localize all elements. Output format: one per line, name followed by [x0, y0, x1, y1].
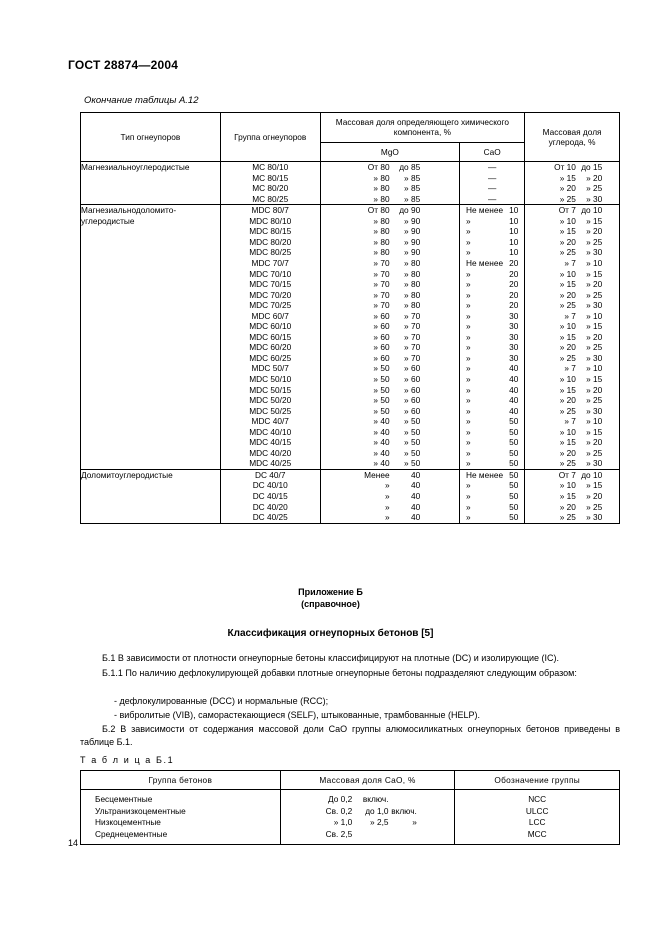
carbon-value: » 20 » 25: [559, 395, 603, 406]
carbon-value: От 7 до 10: [558, 469, 603, 480]
cao-value: » 50: [466, 491, 519, 502]
carbon-value: » 15 » 20: [559, 226, 603, 237]
header-mgo: MgO: [320, 142, 460, 161]
group-code: MDC 50/7: [251, 363, 289, 374]
mgo-value: » 80 » 90: [373, 247, 421, 258]
mgo-value: » 70 » 80: [373, 279, 421, 290]
group-designation: LCC: [528, 817, 546, 827]
mgo-value: Менее 40: [364, 469, 421, 480]
list-item-2: [80, 709, 620, 722]
carbon-value: » 20 » 25: [559, 236, 603, 247]
group-code: MDC 60/20: [249, 342, 292, 353]
carbon-value: » 7 » 10: [564, 310, 603, 321]
mgo-value: » 80 » 90: [373, 226, 421, 237]
cao-value: » 50: [466, 416, 519, 427]
cao-range: Св. 0,2 до 1,0 включ.: [325, 805, 417, 816]
group-code: MDC 40/20: [249, 447, 292, 458]
cell-concrete-group: [81, 790, 281, 845]
group-code: MDC 80/15: [249, 226, 292, 237]
group-designation: NCC: [528, 794, 547, 804]
carbon-value: » 25 » 30: [559, 193, 603, 204]
paragraph-b1-text: Б.1 В зависимости от плотности огнеупорные бетоны классифицируют на плотные (DC) и изолирующие (IC).: [102, 653, 559, 663]
cell-group: [220, 162, 320, 205]
carbon-value: » 15 » 20: [559, 437, 603, 448]
cao-value: » 30: [466, 310, 519, 321]
mgo-value: » 50 » 60: [373, 363, 421, 374]
cell-type-line: Магнезиальнодоломито-: [81, 205, 177, 216]
table-b1: [80, 770, 620, 845]
cao-value: » 20: [466, 279, 519, 290]
cao-value: » 40: [466, 405, 519, 416]
cao-value: » 20: [466, 300, 519, 311]
cao-value: » 20: [466, 289, 519, 300]
mgo-value: » 80 » 90: [373, 236, 421, 247]
cao-value: » 10: [466, 247, 519, 258]
group-code: DC 40/7: [255, 469, 286, 480]
carbon-value: » 25 » 30: [559, 458, 603, 469]
table-b1-body: [81, 790, 620, 845]
list-item-1: [80, 695, 620, 708]
mgo-value: » 70 » 80: [373, 268, 421, 279]
mgo-value: » 40: [384, 480, 421, 491]
table-b1-caption: Т а б л и ц а Б.1: [80, 755, 175, 765]
mgo-value: » 50 » 60: [373, 405, 421, 416]
mgo-value: » 50 » 60: [373, 374, 421, 385]
cell-mgo: [320, 162, 460, 205]
cao-value: » 30: [466, 331, 519, 342]
group-code: MDC 60/7: [251, 310, 289, 321]
cell-cao: [460, 162, 525, 205]
cao-value: Не менее 50: [466, 469, 519, 480]
cao-value: » 30: [466, 352, 519, 363]
cell-carbon: [525, 205, 620, 470]
cao-value: » 30: [466, 321, 519, 332]
cao-value: » 40: [466, 395, 519, 406]
cao-value: » 50: [466, 458, 519, 469]
cao-value: » 40: [466, 363, 519, 374]
mgo-value: » 80 » 85: [373, 172, 421, 183]
header-cao-share: Массовая доля CaO, %: [280, 771, 455, 790]
table-b1-head: [81, 771, 620, 790]
list-item-2-text: - вибролитые (VIB), саморастекающиеся (SELF), штыкованные, трамбованные (HELP).: [114, 710, 481, 720]
mgo-value: » 40 » 50: [373, 447, 421, 458]
header-type: Тип огнеупоров: [81, 113, 221, 162]
group-code: MDC 40/25: [249, 458, 292, 469]
carbon-value: » 10 » 15: [559, 480, 603, 491]
group-code: МС 80/10: [252, 162, 289, 173]
cao-value: » 10: [466, 226, 519, 237]
page-number: 14: [68, 838, 79, 848]
carbon-value: » 25 » 30: [559, 300, 603, 311]
mgo-value: От 80 до 90: [367, 205, 421, 216]
concrete-group-name: Ультранизкоцементные: [95, 805, 186, 816]
carbon-value: » 10 » 15: [559, 268, 603, 279]
table-a12-header-row-1: [81, 113, 620, 143]
group-code: MDC 80/20: [249, 236, 292, 247]
mgo-value: » 80 » 85: [373, 183, 421, 194]
table-a12: [80, 112, 620, 524]
group-designation: ULCC: [525, 805, 549, 816]
group-code: MDC 70/15: [249, 279, 292, 290]
paragraph-b11: [80, 667, 620, 680]
group-code: MDC 70/10: [249, 268, 292, 279]
group-code: MDC 80/7: [251, 205, 289, 216]
carbon-value: » 7 » 10: [564, 258, 603, 268]
group-code: MDC 50/25: [249, 405, 292, 416]
carbon-value: От 10 до 15: [554, 162, 603, 173]
paragraph-b2-text: Б.2 В зависимости от содержания массовой доли CaO группы алюмосиликатных огнеупорных бетонов приведены в таблице Б.1.: [80, 724, 620, 748]
cao-value: » 50: [466, 501, 519, 512]
mgo-value: » 50 » 60: [373, 384, 421, 395]
header-group: Группа огнеупоров: [220, 113, 320, 162]
cell-carbon: [525, 469, 620, 523]
carbon-value: » 10 » 15: [559, 426, 603, 437]
cell-cao: [460, 205, 525, 470]
header-group-designation: Обозначение группы: [455, 771, 620, 790]
group-code: DC 40/20: [252, 501, 288, 512]
mgo-value: » 50 » 60: [373, 395, 421, 406]
concrete-group-name: Бесцементные: [95, 794, 153, 804]
mgo-value: » 40: [384, 491, 421, 502]
concrete-group-name: Низкоцементные: [95, 817, 161, 827]
appendix-title: [0, 586, 661, 610]
concrete-group-name: Среднецементные: [95, 828, 168, 839]
mgo-value: » 40 » 50: [373, 426, 421, 437]
table-row: [81, 162, 620, 205]
paragraph-b2: [80, 723, 620, 749]
cao-range: Св. 2,5: [325, 828, 353, 839]
group-code: MDC 40/10: [249, 426, 292, 437]
cell-type: [81, 205, 221, 470]
cell-cao-share: [280, 790, 455, 845]
carbon-value: » 20 » 25: [559, 501, 603, 512]
carbon-value: » 15 » 20: [559, 331, 603, 342]
cao-value: —: [488, 172, 497, 183]
group-code: МС 80/25: [252, 193, 289, 204]
cell-type-line: углеродистые: [81, 215, 135, 226]
header-chemical-component: Массовая доля определяющего химического компонента, %: [320, 113, 525, 143]
mgo-value: » 70 » 80: [373, 300, 421, 311]
carbon-value: » 10 » 15: [559, 321, 603, 332]
carbon-value: » 15 » 20: [559, 384, 603, 395]
cao-value: —: [488, 162, 497, 173]
mgo-value: » 40 » 50: [373, 437, 421, 448]
table-row: [81, 469, 620, 523]
header-cao: CaO: [460, 142, 525, 161]
header-carbon: Массовая доля углерода, %: [525, 113, 620, 162]
mgo-value: » 70 » 80: [373, 289, 421, 300]
carbon-value: » 7 » 10: [564, 416, 603, 427]
group-code: MDC 80/10: [249, 215, 292, 226]
mgo-value: » 80 » 85: [373, 193, 421, 204]
group-code: MDC 50/20: [249, 395, 292, 406]
appendix-title-line: Приложение Б: [298, 587, 363, 597]
group-code: MDC 60/10: [249, 321, 292, 332]
mgo-value: » 70 » 80: [373, 258, 421, 268]
cell-type-line: Доломитоуглеродистые: [81, 469, 173, 480]
carbon-value: » 20 » 25: [559, 342, 603, 353]
group-code: MDC 50/10: [249, 374, 292, 385]
cao-value: » 10: [466, 215, 519, 226]
cell-type: [81, 469, 221, 523]
group-code: МС 80/15: [252, 172, 289, 183]
cao-value: » 50: [466, 512, 519, 523]
cell-group: [220, 205, 320, 470]
carbon-value: От 7 до 10: [558, 205, 603, 216]
cell-designation: [455, 790, 620, 845]
carbon-value: » 15 » 20: [559, 279, 603, 290]
cao-value: —: [488, 193, 497, 204]
cell-type: [81, 162, 221, 205]
group-code: MDC 40/15: [249, 437, 292, 448]
group-code: MDC 70/25: [249, 300, 292, 311]
group-code: MDC 70/7: [251, 258, 289, 268]
cao-value: » 50: [466, 437, 519, 448]
cao-value: » 50: [466, 426, 519, 437]
group-code: DC 40/10: [252, 480, 288, 491]
cell-mgo: [320, 469, 460, 523]
carbon-value: » 10 » 15: [559, 215, 603, 226]
group-code: DC 40/25: [252, 512, 288, 523]
carbon-value: » 25 » 30: [559, 512, 603, 523]
mgo-value: » 40: [384, 512, 421, 523]
cao-value: Не менее 10: [466, 205, 519, 216]
cell-group: [220, 469, 320, 523]
group-code: MDC 60/15: [249, 331, 292, 342]
cao-value: » 40: [466, 384, 519, 395]
mgo-value: » 40 » 50: [373, 458, 421, 469]
list-item-1-text: - дефлокулированные (DCC) и нормальные (RCC);: [114, 696, 329, 706]
table-a12-head: [81, 113, 620, 162]
cell-carbon: [525, 162, 620, 205]
group-code: MDC 40/7: [251, 416, 289, 427]
carbon-value: » 20 » 25: [559, 183, 603, 194]
carbon-value: » 25 » 30: [559, 405, 603, 416]
mgo-value: » 40 » 50: [373, 416, 421, 427]
carbon-value: » 20 » 25: [559, 447, 603, 458]
mgo-value: » 40: [384, 501, 421, 512]
cao-value: » 10: [466, 236, 519, 247]
cao-range: » 1,0 » 2,5 »: [333, 817, 417, 827]
mgo-value: » 80 » 90: [373, 215, 421, 226]
cao-value: » 20: [466, 268, 519, 279]
group-code: MDC 70/20: [249, 289, 292, 300]
mgo-value: » 60 » 70: [373, 342, 421, 353]
mgo-value: От 80 до 85: [367, 162, 421, 173]
table-a12-body: [81, 162, 620, 524]
mgo-value: » 60 » 70: [373, 321, 421, 332]
group-code: МС 80/20: [252, 183, 289, 194]
group-code: MDC 80/25: [249, 247, 292, 258]
carbon-value: » 15 » 20: [559, 491, 603, 502]
table-b1-header-row: [81, 771, 620, 790]
mgo-value: » 60 » 70: [373, 310, 421, 321]
paragraph-b11-text: Б.1.1 По наличию дефлокулирующей добавки плотные огнеупорные бетоны подразделяют следующим образом:: [102, 668, 577, 678]
standard-header: ГОСТ 28874—2004: [68, 58, 179, 72]
carbon-value: » 20 » 25: [559, 289, 603, 300]
table-a12-caption: Окончание таблицы А.12: [84, 95, 199, 106]
carbon-value: » 25 » 30: [559, 352, 603, 363]
table-row: [81, 205, 620, 470]
group-code: MDC 50/15: [249, 384, 292, 395]
carbon-value: » 7 » 10: [564, 363, 603, 374]
mgo-value: » 60 » 70: [373, 331, 421, 342]
cell-cao: [460, 469, 525, 523]
cao-value: —: [488, 183, 497, 194]
cao-value: Не менее 20: [466, 258, 519, 268]
mgo-value: » 60 » 70: [373, 352, 421, 363]
header-concrete-group: Группа бетонов: [81, 771, 281, 790]
group-code: DC 40/15: [252, 491, 288, 502]
cao-range: До 0,2 включ.: [328, 794, 389, 804]
group-code: MDC 60/25: [249, 352, 292, 363]
carbon-value: » 10 » 15: [559, 374, 603, 385]
cao-value: » 30: [466, 342, 519, 353]
appendix-heading: Классификация огнеупорных бетонов [5]: [227, 628, 434, 639]
group-designation: MCC: [527, 828, 547, 839]
cao-value: » 50: [466, 480, 519, 491]
paragraph-b1: [80, 652, 620, 665]
cao-value: » 50: [466, 447, 519, 458]
table-row: [81, 790, 620, 845]
cell-type-line: Магнезиальноуглеродистые: [81, 162, 190, 173]
carbon-value: » 15 » 20: [559, 172, 603, 183]
appendix-subtitle-line: (справочное): [301, 599, 360, 610]
carbon-value: » 25 » 30: [559, 247, 603, 258]
cao-value: » 40: [466, 374, 519, 385]
cell-mgo: [320, 205, 460, 470]
